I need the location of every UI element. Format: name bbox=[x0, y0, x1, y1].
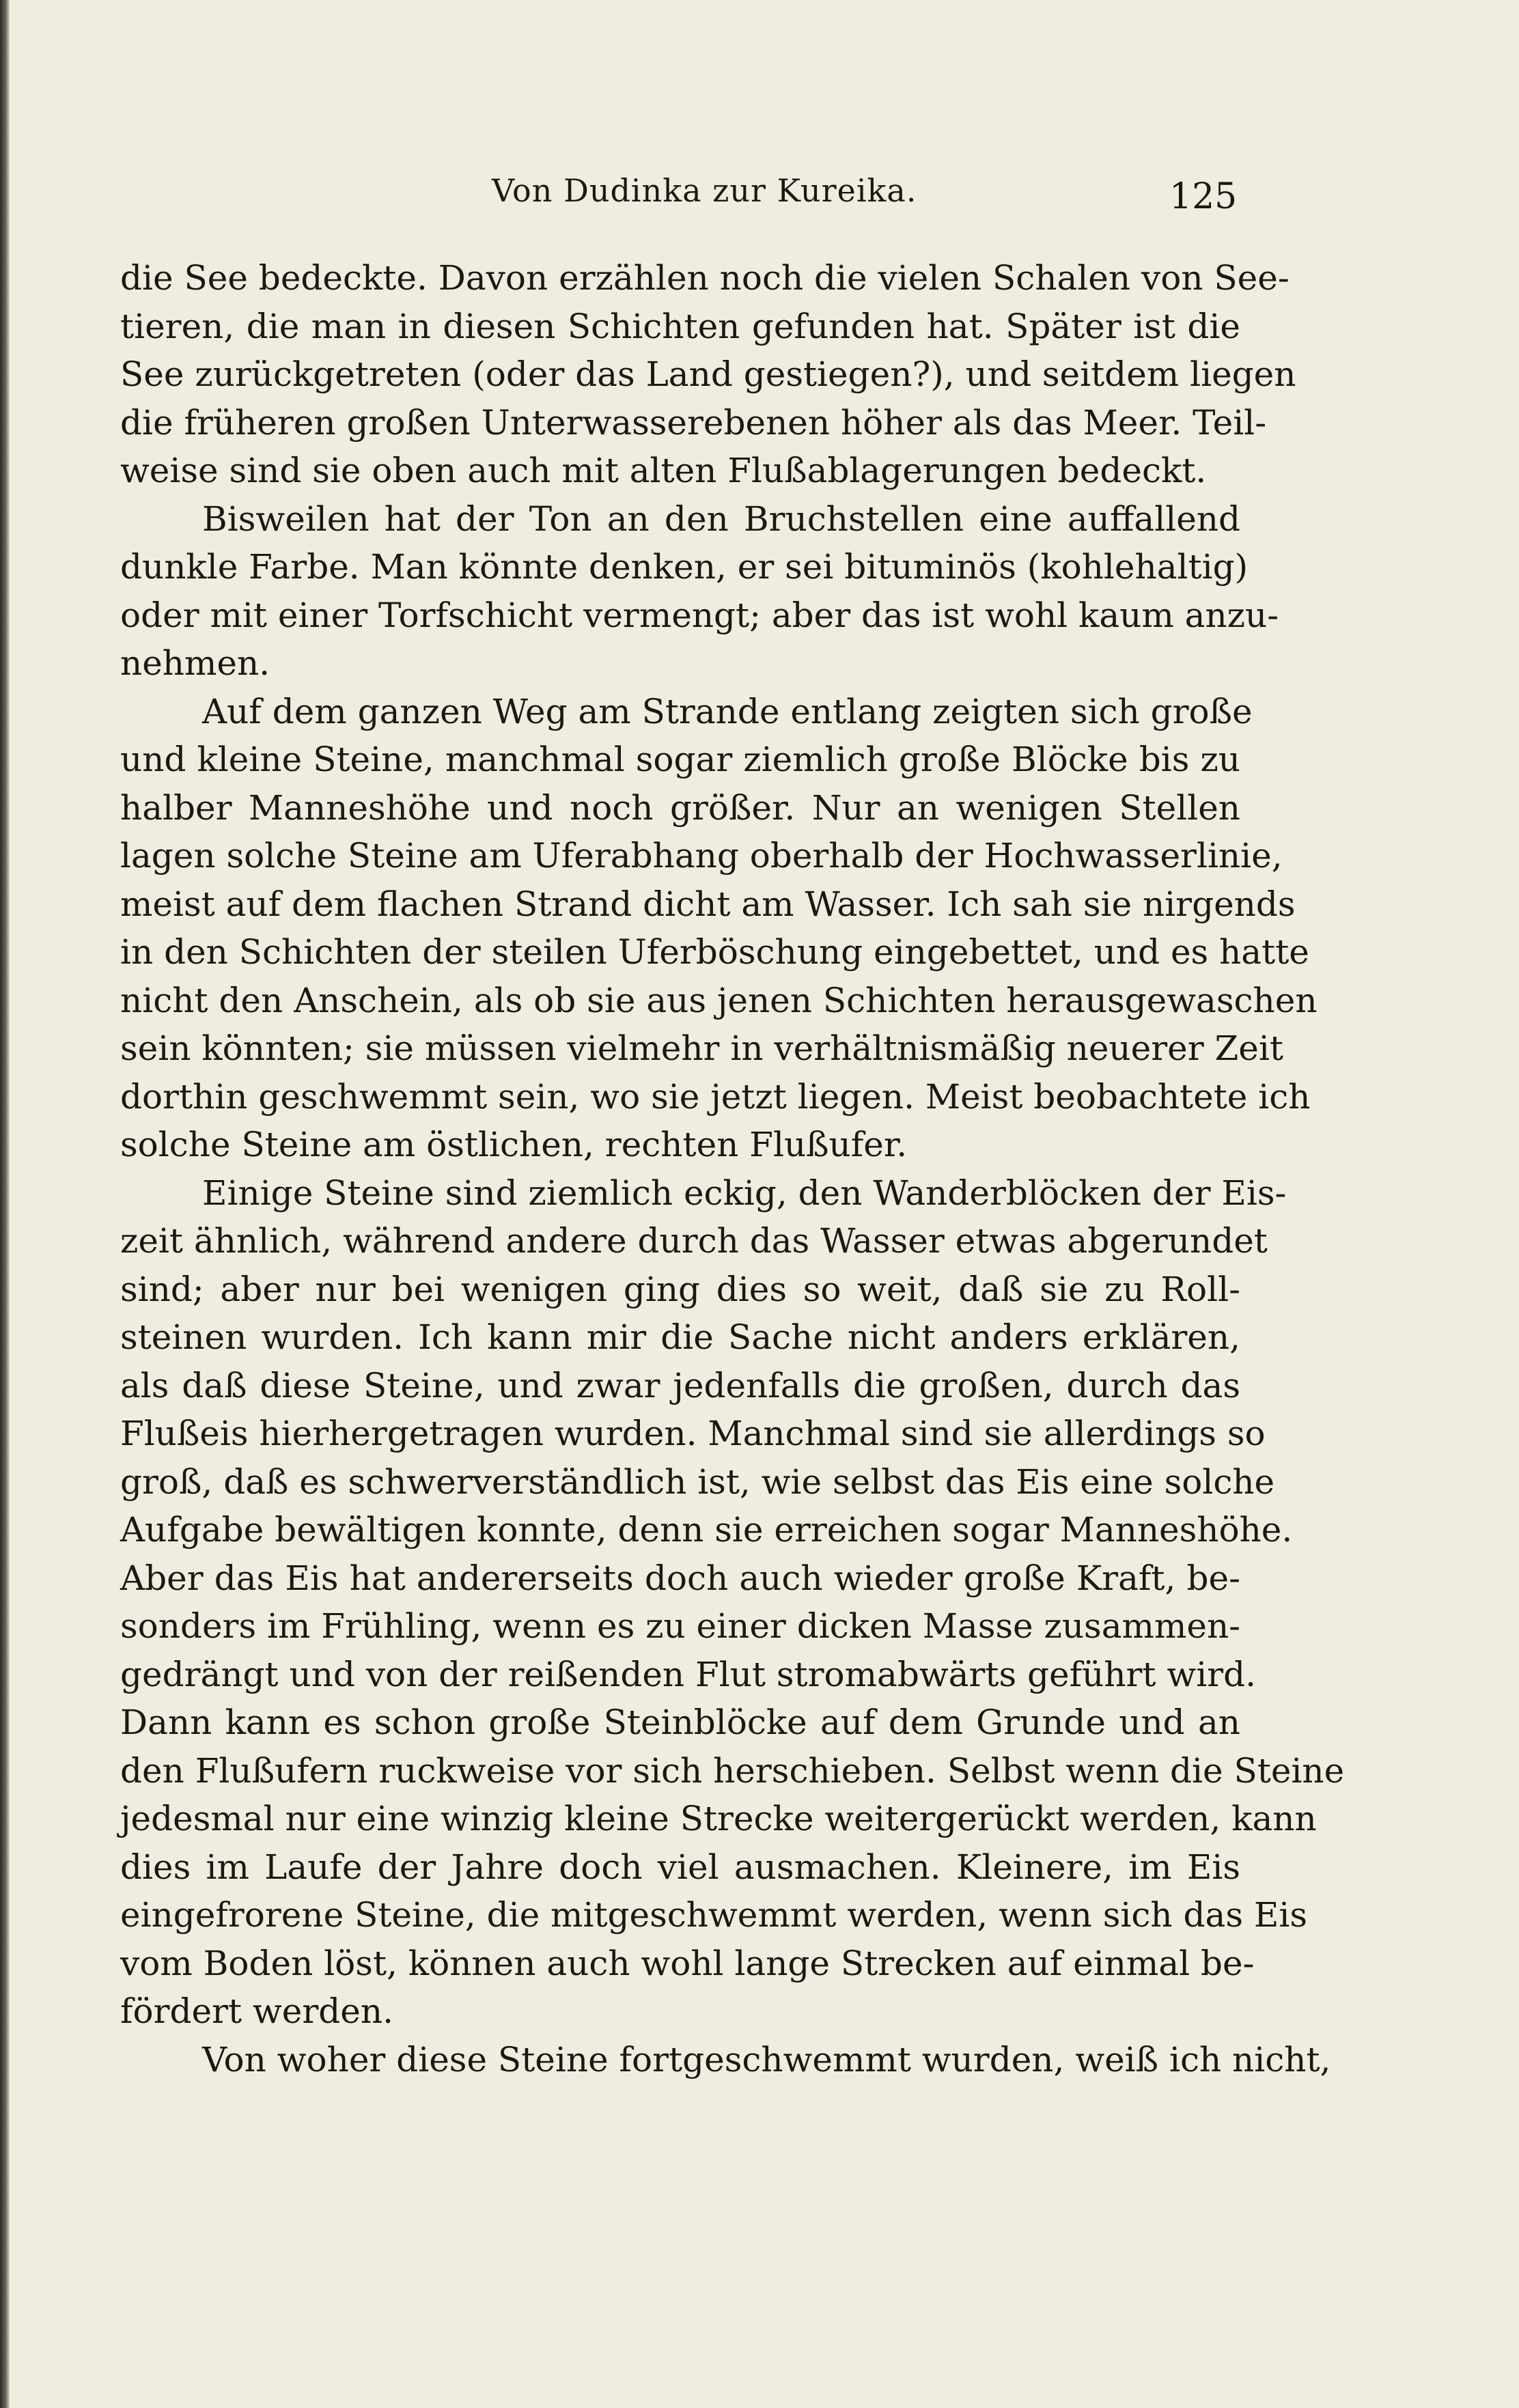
text-line: sind; aber nur bei wenigen ging dies so weit, daß sie zu Roll- bbox=[120, 1269, 1240, 1309]
text-line: oder mit einer Torfschicht vermengt; aber das ist wohl kaum anzu- bbox=[120, 595, 1279, 635]
running-title: Von Dudinka zur Kureika. bbox=[492, 172, 917, 209]
body-text bbox=[120, 254, 1345, 2084]
text-line: solche Steine am östlichen, rechten Flußufer. bbox=[120, 1125, 908, 1164]
text-line: die See bedeckte. Davon erzählen noch die vielen Schalen von See- bbox=[120, 258, 1290, 298]
paragraph bbox=[120, 1169, 1345, 2036]
paragraph bbox=[120, 254, 1296, 495]
page-binding-edge bbox=[0, 0, 10, 2408]
paragraph bbox=[120, 495, 1279, 688]
text-line: Bisweilen hat der Ton an den Bruchstellen eine auffallend bbox=[202, 499, 1240, 539]
text-line: steinen wurden. Ich kann mir die Sache nicht anders erklären, bbox=[120, 1317, 1240, 1357]
text-line: dies im Laufe der Jahre doch viel ausmachen. Kleinere, im Eis bbox=[120, 1847, 1240, 1887]
text-line: die früheren großen Unterwasserebenen höher als das Meer. Teil- bbox=[120, 402, 1267, 443]
text-line: Auf dem ganzen Weg am Strande entlang zeigten sich große bbox=[202, 691, 1253, 731]
text-line: und kleine Steine, manchmal sogar ziemlich große Blöcke bis zu bbox=[120, 740, 1240, 779]
text-line: nehmen. bbox=[120, 643, 270, 683]
text-line: sein könnten; sie müssen vielmehr in verhältnismäßig neuerer Zeit bbox=[120, 1028, 1283, 1068]
text-line: lagen solche Steine am Uferabhang oberhalb der Hochwasserlinie, bbox=[120, 836, 1283, 876]
text-line: zeit ähnlich, während andere durch das Wasser etwas abgerundet bbox=[120, 1221, 1268, 1261]
text-line: vom Boden löst, können auch wohl lange Strecken auf einmal be- bbox=[120, 1943, 1255, 1983]
text-line: eingefrorene Steine, die mitgeschwemmt werden, wenn sich das Eis bbox=[120, 1895, 1308, 1935]
paragraph bbox=[120, 2036, 1331, 2084]
text-line: dunkle Farbe. Man könnte denken, er sei bituminös (kohlehaltig) bbox=[120, 547, 1249, 587]
text-line: See zurückgetreten (oder das Land gestiegen?), und seitdem liegen bbox=[120, 354, 1296, 394]
text-line: tieren, die man in diesen Schichten gefunden hat. Später ist die bbox=[120, 306, 1240, 346]
paragraph bbox=[120, 688, 1318, 1169]
text-line: sonders im Frühling, wenn es zu einer dicken Masse zusammen- bbox=[120, 1606, 1241, 1646]
text-line: Aber das Eis hat andererseits doch auch wieder große Kraft, be- bbox=[120, 1558, 1240, 1598]
text-line: groß, daß es schwerverständlich ist, wie selbst das Eis eine solche bbox=[120, 1461, 1275, 1502]
text-line: dorthin geschwemmt sein, wo sie jetzt liegen. Meist beobachtete ich bbox=[120, 1076, 1311, 1117]
text-line: gedrängt und von der reißenden Flut stromabwärts geführt wird. bbox=[120, 1654, 1257, 1694]
text-line: nicht den Anschein, als ob sie aus jenen Schichten herausgewaschen bbox=[120, 980, 1318, 1020]
text-line: weise sind sie oben auch mit alten Flußablagerungen bedeckt. bbox=[120, 451, 1207, 490]
page-number: 125 bbox=[1169, 176, 1238, 217]
text-line: halber Manneshöhe und noch größer. Nur an wenigen Stellen bbox=[120, 787, 1240, 828]
text-line: fördert werden. bbox=[120, 1991, 393, 2031]
text-line: Von woher diese Steine fortgeschwemmt wurden, weiß ich nicht, bbox=[202, 2039, 1331, 2080]
text-line: in den Schichten der steilen Uferböschung eingebettet, und es hatte bbox=[120, 932, 1309, 972]
text-line: als daß diese Steine, und zwar jedenfalls die großen, durch das bbox=[120, 1365, 1240, 1405]
text-line: Aufgabe bewältigen konnte, denn sie erreichen sogar Manneshöhe. bbox=[120, 1510, 1293, 1550]
text-line: jedesmal nur eine winzig kleine Strecke weitergerückt werden, kann bbox=[120, 1799, 1317, 1838]
text-line: Dann kann es schon große Steinblöcke auf dem Grunde und an bbox=[120, 1703, 1240, 1742]
text-line: Einige Steine sind ziemlich eckig, den Wanderblöcken der Eis- bbox=[202, 1173, 1287, 1213]
text-line: meist auf dem flachen Strand dicht am Wasser. Ich sah sie nirgends bbox=[120, 884, 1296, 924]
text-line: den Flußufern ruckweise vor sich herschieben. Selbst wenn die Steine bbox=[120, 1750, 1345, 1791]
text-line: Flußeis hierhergetragen wurden. Manchmal sind sie allerdings so bbox=[120, 1414, 1266, 1453]
